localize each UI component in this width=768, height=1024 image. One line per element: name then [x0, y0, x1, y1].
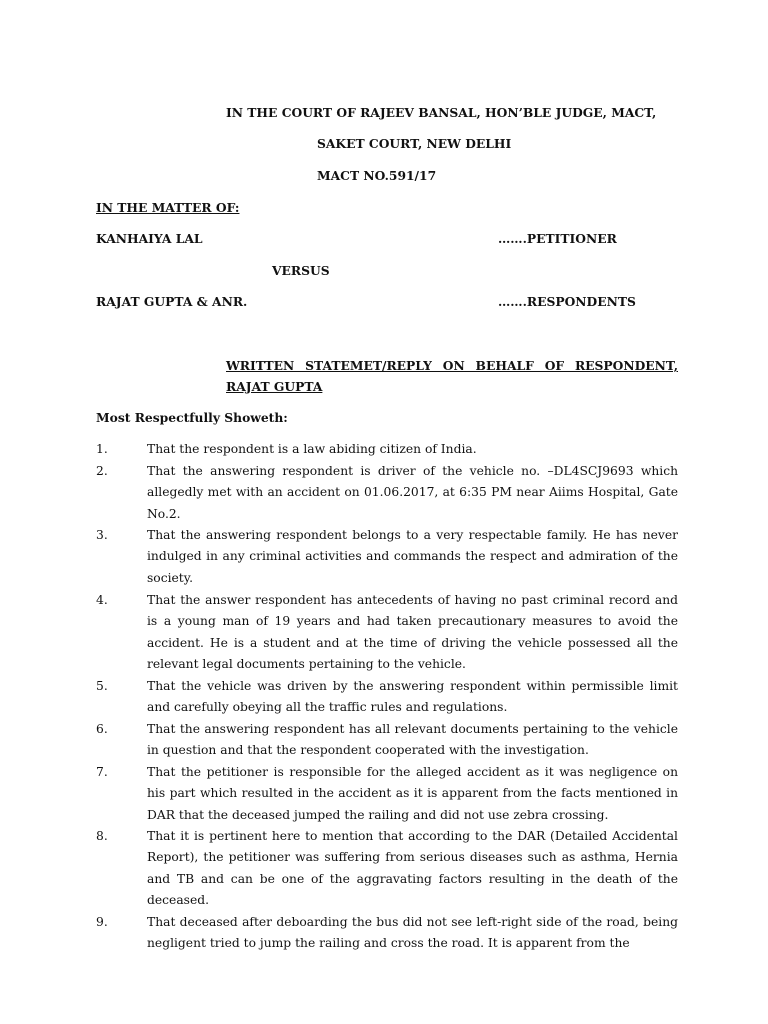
- versus-label: VERSUS: [272, 263, 330, 278]
- list-item-number: 3.: [96, 528, 108, 542]
- respondent-name: RAJAT GUPTA & ANR.: [96, 294, 248, 309]
- list-item-text: That the answer respondent has antecedents of having no past criminal record and is a young man of 19 years and had taken precautionary measures to avoid the accident. He is a student and at the time of driving the vehicle possessed all the relevant legal documents pertaining to the vehicle.: [147, 593, 678, 672]
- court-venue: SAKET COURT, NEW DELHI: [317, 136, 512, 151]
- document-title-line2: RAJAT GUPTA: [226, 379, 323, 394]
- list-item: [96, 461, 678, 525]
- court-heading: IN THE COURT OF RAJEEV BANSAL, HON’BLE JUDGE, MACT,: [226, 105, 657, 120]
- list-item: [96, 719, 678, 762]
- petitioner-role: …….PETITIONER: [498, 231, 617, 246]
- list-item: [96, 826, 678, 912]
- list-item-text: That the respondent is a law abiding citizen of India.: [147, 442, 477, 456]
- list-item: [96, 439, 678, 460]
- list-item-text: That the vehicle was driven by the answering respondent within permissible limit and carefully obeying all the traffic rules and regulations.: [147, 679, 678, 715]
- list-item-number: 6.: [96, 722, 108, 736]
- list-item-text: That deceased after deboarding the bus did not see left-right side of the road, being negligent tried to jump the railing and cross the road. It is apparent from the: [147, 915, 678, 951]
- list-item-number: 4.: [96, 593, 108, 607]
- list-item-text: That it is pertinent here to mention that according to the DAR (Detailed Accidental Report), the petitioner was suffering from serious diseases such as asthma, Hernia and TB and can be one of the aggravating factors resulting in the death of the deceased.: [147, 829, 678, 908]
- list-item-number: 2.: [96, 464, 108, 478]
- list-item: [96, 525, 678, 589]
- list-item-number: 9.: [96, 915, 108, 929]
- list-item-text: That the petitioner is responsible for the alleged accident as it was negligence on his part which resulted in the accident as it is apparent from the facts mentioned in DAR that the deceased jumped the railing and did not use zebra crossing.: [147, 765, 678, 822]
- list-item-number: 5.: [96, 679, 108, 693]
- list-item: [96, 912, 678, 955]
- respondent-role: …….RESPONDENTS: [498, 294, 636, 309]
- list-item: [96, 762, 678, 826]
- list-item-number: 7.: [96, 765, 108, 779]
- list-item-text: That the answering respondent has all relevant documents pertaining to the vehicle in question and that the respondent cooperated with the investigation.: [147, 722, 678, 758]
- list-item: [96, 590, 678, 676]
- list-item-number: 1.: [96, 442, 108, 456]
- list-item-text: That the answering respondent is driver of the vehicle no. –DL4SCJ9693 which allegedly met with an accident on 01.06.2017, at 6:35 PM near Aiims Hospital, Gate No.2.: [147, 464, 678, 521]
- list-item: [96, 676, 678, 719]
- matter-heading: IN THE MATTER OF:: [96, 200, 240, 215]
- list-item-text: That the answering respondent belongs to a very respectable family. He has never indulged in any criminal activities and commands the respect and admiration of the society.: [147, 528, 678, 585]
- petitioner-name: KANHAIYA LAL: [96, 231, 203, 246]
- document-title-line1: WRITTEN STATEMET/REPLY ON BEHALF OF RESPONDENT,: [226, 358, 678, 373]
- case-number: MACT NO.591/17: [317, 168, 437, 183]
- salutation: Most Respectfully Showeth:: [96, 410, 288, 425]
- list-item-number: 8.: [96, 829, 108, 843]
